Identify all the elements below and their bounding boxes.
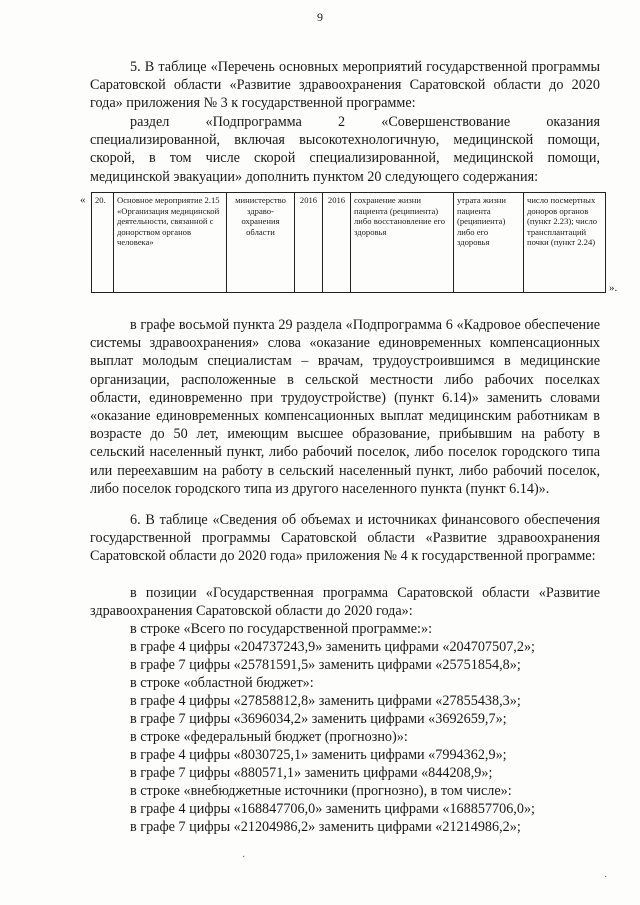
paragraph-graph-8: в графе восьмой пункта 29 раздела «Подпрограмма 6 «Кадровое обеспечение системы здравоохранения» слова «оказание единовременных компенсационных выплат молодым специалистам – врачам, трудоустроившимся в медицинские организации, расположенные в сельской местности либо рабочих поселках области, единовременно при трудоустройстве) (пункт 6.14)» заменить словами «оказание единовременных компенсационных выплат медицинским работникам в возрасте до 50 лет, имеющим высшее образование, прибывшим на работу в сельский населенный пункт, либо рабочий поселок, либо поселок городского типа или переехавшим на работу в сельский населенный пункт, либо рабочий поселок, либо поселок городского типа из другого населенного пункта (пункт 6.14)». [90,317,600,497]
line-federal-budget: в строке «федеральный бюджет (прогнозно)»: [130,729,408,745]
line-extrabudgetary-col4: в графе 4 цифры «168847706,0» заменить цифрами «168857706,0»; [130,801,535,817]
line-federal-col4: в графе 4 цифры «8030725,1» заменить цифрами «7994362,9»; [130,747,507,763]
item-number: 20. [92,193,114,293]
non-implementation-consequence: утрата жизни пациента (реципиента) либо его здоровья [454,193,524,293]
table-row [92,193,606,293]
paragraph-5-section: раздел «Подпрограмма 2 «Совершенствование оказания специализированной, включая высокотехнологичную, медицинской помощи, скорой, в том числе скорой специализированной, медицинской помощи, медицинской эвакуации» дополнить пунктом 20 следующего содержания: [90,114,600,185]
paragraph-6-intro: 6. В таблице «Сведения об объемах и источниках финансового обеспечения государственной программы Саратовской области «Развитие здравоохранения Саратовской области до 2020 года» приложения № 4 к государственной программе: [90,512,600,565]
paragraph-6-position: в позиции «Государственная программа Саратовской области «Развитие здравоохранения Саратовской области до 2020 года»: [90,585,600,620]
line-extrabudgetary: в строке «внебюджетные источники (прогнозно), в том числе»: [130,783,512,799]
line-regional-col4: в графе 4 цифры «27858812,8» заменить цифрами «27855438,3»; [130,693,521,709]
line-regional-budget: в строке «областной бюджет»: [130,675,314,691]
line-total-col4: в графе 4 цифры «204737243,9» заменить цифрами «204707507,2»; [130,639,535,655]
table-open-quote: « [80,194,86,206]
indicators-link: число посмертных доноров органов (пункт 2.23); число трансплантаций почки (пункт 2.24) [524,193,606,293]
paragraph-5-intro: 5. В таблице «Перечень основных мероприятий государственной программы Саратовской области «Развитие здравоохранения Саратовской области до 2020 года» приложения № 3 к государственной программе: [90,59,600,112]
line-extrabudgetary-col7: в графе 7 цифры «21204986,2» заменить цифрами «21214986,2»; [130,819,521,835]
page-number: 9 [317,10,323,24]
responsible-executor: министерство здраво-охранения области [227,193,295,293]
measure-name: Основное мероприятие 2.15 «Организация медицинской деятельности, связанной с донорством органов человека» [114,193,227,293]
end-year: 2016 [323,193,351,293]
expected-result: сохранение жизни пациента (реципиента) либо восстановление его здоровья [351,193,454,293]
line-total-col7: в графе 7 цифры «25781591,5» заменить цифрами «25751854,8»; [130,657,521,673]
line-federal-col7: в графе 7 цифры «880571,1» заменить цифрами «844208,9»; [130,765,493,781]
table-close-quote: ». [609,282,618,294]
line-total-program: в строке «Всего по государственной программе:»: [130,621,433,637]
scan-speck: · [242,852,246,863]
scan-speck: · [604,872,608,883]
line-regional-col7: в графе 7 цифры «3696034,2» заменить цифрами «3692659,7»; [130,711,507,727]
start-year: 2016 [295,193,323,293]
amendment-table [91,192,606,293]
